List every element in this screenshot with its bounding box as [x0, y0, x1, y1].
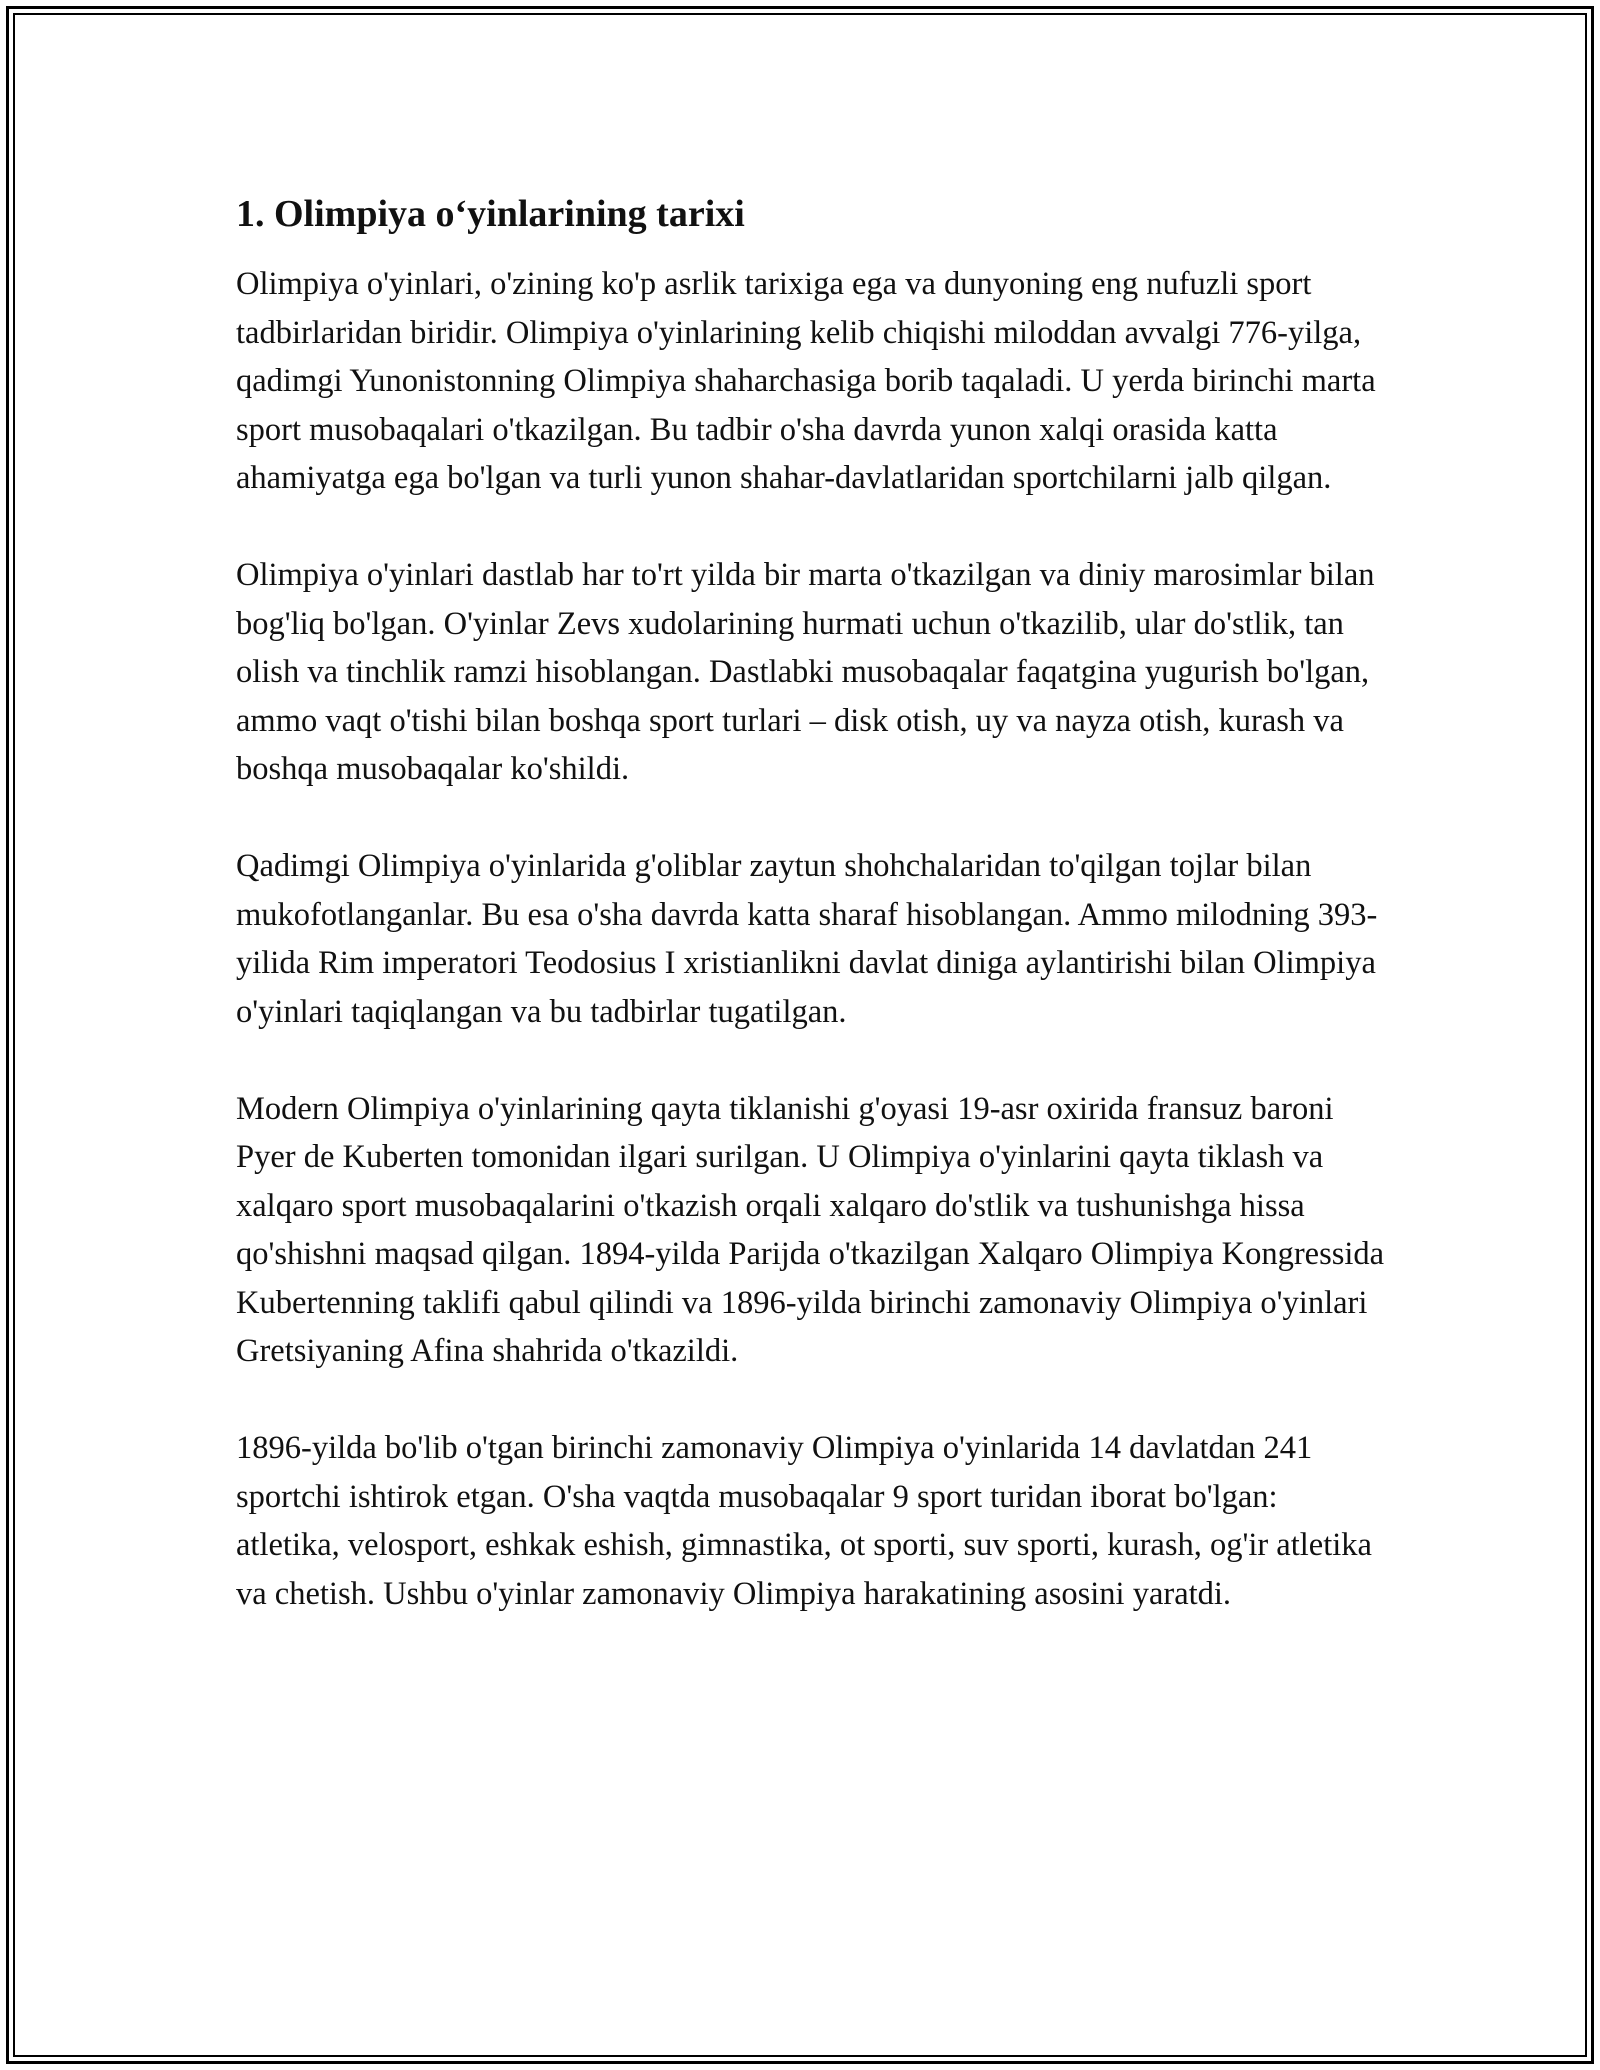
- paragraph-3: Qadimgi Olimpiya o'yinlarida g'oliblar zaytun shohchalaridan to'qilgan tojlar bilan mukofotlanganlar. Bu esa o'sha davrda katta sharaf hisoblangan. Ammo milodning 393-yilida Rim imperatori Teodosius I xristianlikni davlat diniga aylantirishi bilan Olimpiya o'yinlari taqiqlangan va bu tadbirlar tugatilgan.: [236, 848, 1378, 1030]
- paragraph-1: Olimpiya o'yinlari, o'zining ko'p asrlik tarixiga ega va dunyoning eng nufuzli sport tadbirlaridan biridir. Olimpiya o'yinlarining kelib chiqishi miloddan avvalgi 776-yilga, qadimgi Yunonistonning Olimpiya shaharchasiga borib taqaladi. U yerda birinchi marta sport musobaqalari o'tkazilgan. Bu tadbir o'sha davrda yunon xalqi orasida katta ahamiyatga ega bo'lgan va turli yunon shahar-davlatlaridan sportchilarni jalb qilgan.: [236, 266, 1376, 496]
- paragraph-2: Olimpiya o'yinlari dastlab har to'rt yilda bir marta o'tkazilgan va diniy marosimlar bilan bog'liq bo'lgan. O'yinlar Zevs xudolarining hurmati uchun o'tkazilib, ular do'stlik, tan olish va tinchlik ramzi hisoblangan. Dastlabki musobaqalar faqatgina yugurish bo'lgan, ammo vaqt o'tishi bilan boshqa sport turlari – disk otish, uy va nayza otish, kurash va boshqa musobaqalar ko'shildi.: [236, 557, 1375, 787]
- paragraph-5: 1896-yilda bo'lib o'tgan birinchi zamonaviy Olimpiya o'yinlarida 14 davlatdan 241 sportchi ishtirok etgan. O'sha vaqtda musobaqalar 9 sport turidan iborat bo'lgan: atletika, velosport, eshkak eshish, gimnastika, ot sporti, suv sporti, kurash, og'ir atletika va chetish. Ushbu o'yinlar zamonaviy Olimpiya harakatining asosini yaratdi.: [236, 1430, 1372, 1612]
- document-body: [236, 188, 1386, 1667]
- section-title: 1. Olimpiya o‘yinlarining tarixi: [236, 193, 745, 235]
- paragraph-4: Modern Olimpiya o'yinlarining qayta tiklanishi g'oyasi 19-asr oxirida fransuz baroni Pyer de Kuberten tomonidan ilgari surilgan. U Olimpiya o'yinlarini qayta tiklash va xalqaro sport musobaqalarini o'tkazish orqali xalqaro do'stlik va tushunishga hissa qo'shishni maqsad qilgan. 1894-yilda Parijda o'tkazilgan Xalqaro Olimpiya Kongressida Kubertenning taklifi qabul qilindi va 1896-yilda birinchi zamonaviy Olimpiya o'yinlari Gretsiyaning Afina shahrida o'tkazildi.: [236, 1090, 1385, 1369]
